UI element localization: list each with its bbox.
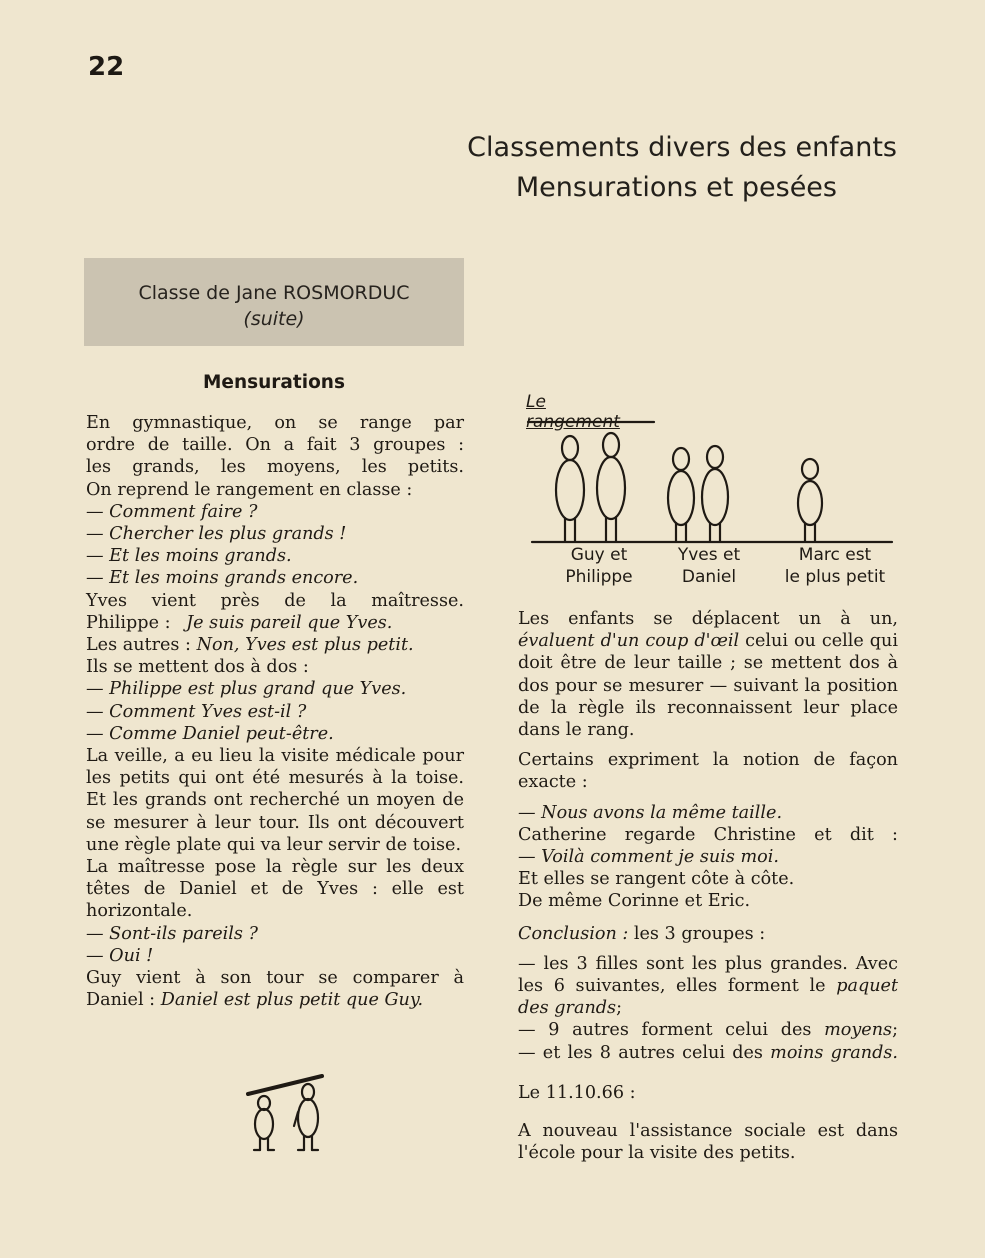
right-column xyxy=(518,608,898,1164)
section-title: Mensurations xyxy=(203,372,345,393)
conclusion-item: — 9 autres forment celui des moyens; xyxy=(518,1020,899,1041)
stick-figure-philippe xyxy=(597,433,625,541)
dialogue-line: — Nous avons la même taille. xyxy=(518,802,783,823)
text-line: Ils se mettent dos à dos : xyxy=(86,657,309,678)
figure-label-yves-daniel: Yves et Daniel xyxy=(677,545,741,587)
dialogue-line: — Voilà comment je suis moi. xyxy=(518,847,779,868)
text-line xyxy=(86,989,464,1011)
dialogue-line: — Comme Daniel peut-être. xyxy=(86,723,334,744)
dialogue-line: — Comment Yves est-il ? xyxy=(86,701,307,722)
class-box xyxy=(84,258,464,346)
stick-figure-yves xyxy=(668,448,694,541)
stick-figure-daniel xyxy=(702,446,728,541)
text-line: Et elles se rangent côte à côte. xyxy=(518,869,795,890)
stick-figure-marc xyxy=(798,459,822,541)
text-line xyxy=(86,634,464,656)
title-line-1: Classements divers des enfants xyxy=(467,132,897,163)
speaker: Daniel : xyxy=(86,990,156,1011)
class-suite: (suite) xyxy=(243,308,305,330)
figure-title: Le rangement xyxy=(526,392,620,432)
figure-label-guy-philippe: Guy et Philippe xyxy=(565,545,633,587)
conclusion-label: Conclusion : xyxy=(518,923,629,944)
dialogue-line: — Philippe est plus grand que Yves. xyxy=(86,679,407,700)
stick-figure-guy xyxy=(556,436,584,541)
paragraph: A nouveau l'assistance sociale est dans l'école pour la visite des petits. xyxy=(518,1121,898,1164)
measuring-ruler-illustration xyxy=(240,1070,330,1154)
dialogue-quote: Daniel est plus petit que Guy. xyxy=(160,990,424,1011)
conclusion-item: — et les 8 autres celui des moins grands. xyxy=(518,1042,898,1063)
text-line: Guy vient à son tour se comparer à xyxy=(86,968,464,989)
dialogue-line: — Sont-ils pareils ? xyxy=(86,923,258,944)
dialogue-line: — Chercher les plus grands ! xyxy=(86,524,347,545)
speaker: Les autres : xyxy=(86,635,191,656)
speaker: Philippe : xyxy=(86,612,171,633)
text-line: Yves vient près de la maîtresse. xyxy=(86,590,464,611)
class-name: Classe de Jane ROSMORDUC xyxy=(138,282,410,304)
page-title xyxy=(467,128,897,208)
conclusion-text: les 3 groupes : xyxy=(633,923,766,944)
title-line-2: Mensurations et pesées xyxy=(515,172,837,203)
text-line: ordre de taille. On a fait 3 groupes : xyxy=(86,435,464,456)
conclusion-item: — les 3 filles sont les plus grandes. Avec les 6 suivantes, elles forment le paquet des grands; xyxy=(518,953,899,1019)
text-line xyxy=(86,612,464,634)
conclusion xyxy=(518,923,898,945)
text-line: Catherine regarde Christine et dit : xyxy=(518,824,898,845)
figure-label-marc: Marc est le plus petit xyxy=(784,545,886,587)
paragraph: La maîtresse pose la règle sur les deux têtes de Daniel et de Yves : elle est horizontale. xyxy=(86,857,464,922)
text-line: En gymnastique, on se range par xyxy=(86,413,464,433)
text-line: les grands, les moyens, les petits. xyxy=(86,457,464,478)
paragraph: Certains expriment la notion de façon exacte : xyxy=(518,750,898,793)
dialogue-quote: Non, Yves est plus petit. xyxy=(196,635,414,656)
text-line: De même Corinne et Eric. xyxy=(518,891,751,912)
date-line: Le 11.10.66 : xyxy=(518,1082,636,1103)
paragraph: Les enfants se déplacent un à un, évaluent d'un coup d'œil celui ou celle qui doit être de leur taille ; se mettent dos à dos pour se mesurer — suivant la position de la règle ils reconnaissent leur place dans le rang. xyxy=(518,609,898,741)
dialogue-quote: Je suis pareil que Yves. xyxy=(186,612,393,633)
page-number: 22 xyxy=(88,52,125,82)
dialogue-line: — Comment faire ? xyxy=(86,501,258,522)
paragraph: La veille, a eu lieu la visite médicale pour les petits qui ont été mesurés à la toise. Et les grands ont recherché un moyen de se mesurer à leur tour. Ils ont découvert une règle plate qui va leur servir de toise. xyxy=(86,746,464,855)
dialogue-line: — Oui ! xyxy=(86,945,154,966)
text-line: On reprend le rangement en classe : xyxy=(86,479,413,500)
left-column xyxy=(86,412,464,1011)
dialogue-line: — Et les moins grands encore. xyxy=(86,568,359,589)
dialogue-line: — Et les moins grands. xyxy=(86,546,292,567)
